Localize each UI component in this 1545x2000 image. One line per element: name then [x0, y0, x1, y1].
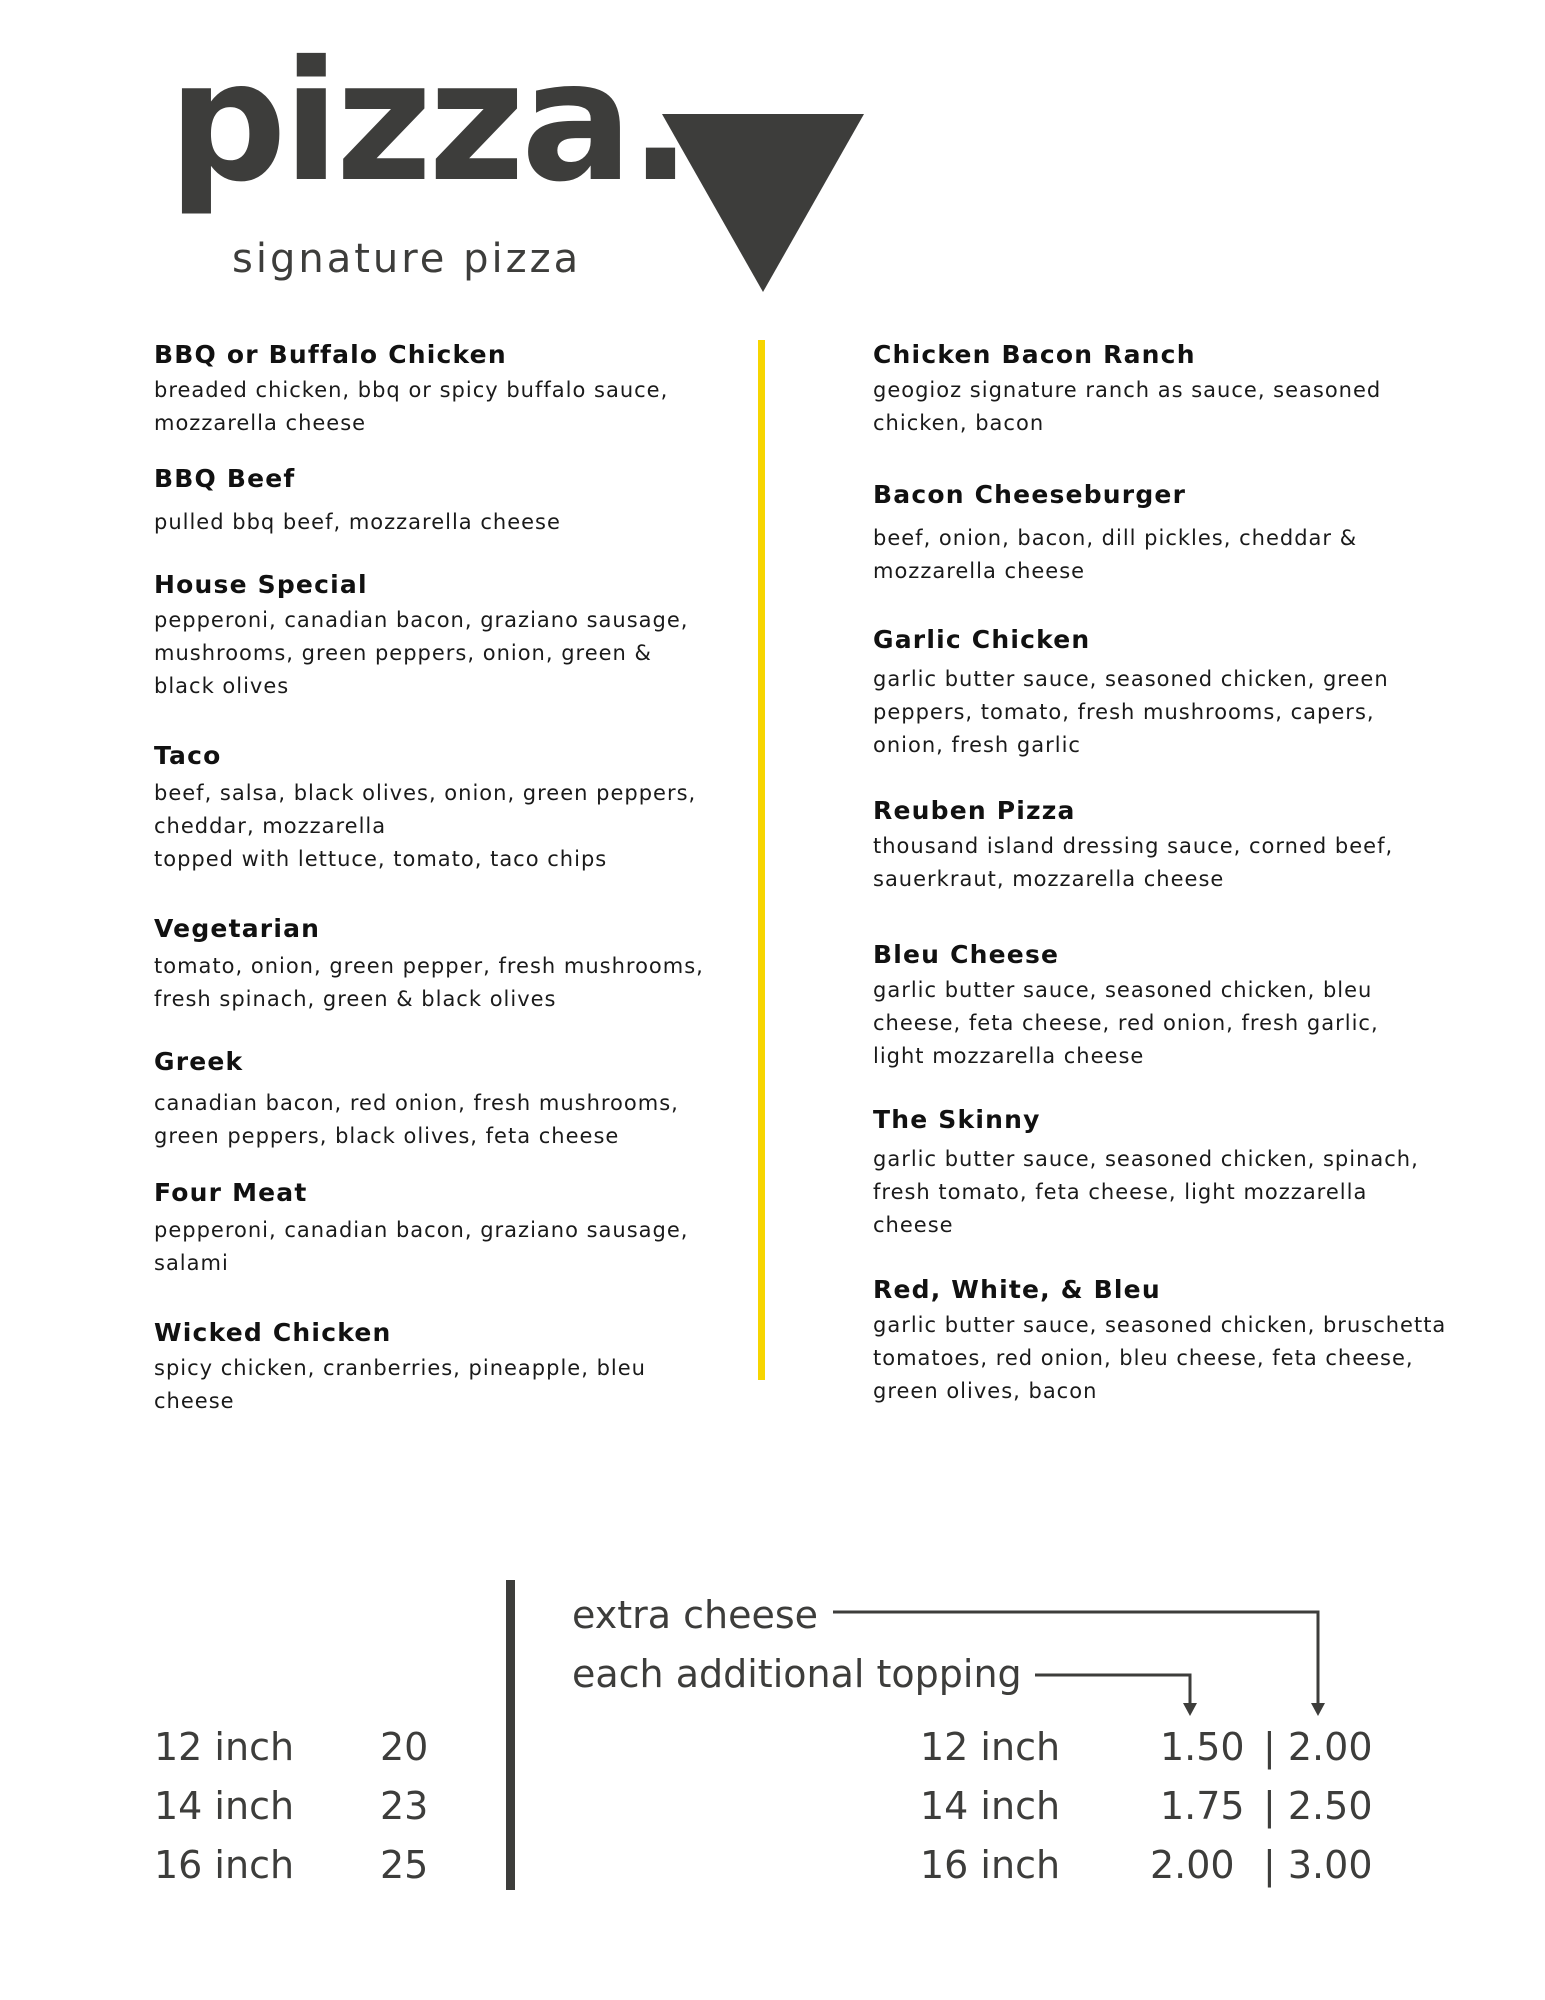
brand-title: pizza. — [168, 26, 689, 219]
menu-item-name: Four Meat — [154, 1178, 308, 1207]
menu-item-name: Chicken Bacon Ranch — [873, 340, 1196, 369]
menu-item-name: Greek — [154, 1047, 244, 1076]
menu-item-description: pepperoni, canadian bacon, graziano sausage, salami — [154, 1218, 689, 1275]
extra-cheese-label: extra cheese — [572, 1593, 818, 1637]
menu-item-description: canadian bacon, red onion, fresh mushrooms, green peppers, black olives, feta cheese — [154, 1091, 679, 1148]
menu-item-description: tomato, onion, green pepper, fresh mushrooms, fresh spinach, green & black olives — [154, 954, 704, 1011]
menu-item-description: garlic butter sauce, seasoned chicken, spinach, fresh tomato, feta cheese, light mozzarella cheese — [873, 1147, 1419, 1237]
menu-item-description: beef, onion, bacon, dill pickles, cheddar & mozzarella cheese — [873, 526, 1358, 583]
size-label: 14 inch — [154, 1784, 295, 1828]
size-price: 20 — [380, 1725, 429, 1769]
cheese-price: | 3.00 — [1263, 1843, 1373, 1887]
topping-price: 1.50 — [1160, 1725, 1245, 1769]
additional-topping-label: each additional topping — [572, 1652, 1022, 1696]
size-price: 25 — [380, 1843, 429, 1887]
menu-item-name: Bleu Cheese — [873, 940, 1060, 969]
menu-item-description: geogioz signature ranch as sauce, seasoned chicken, bacon — [873, 378, 1382, 435]
menu-item-description: pulled bbq beef, mozzarella cheese — [154, 510, 561, 534]
menu-item-description: beef, salsa, black olives, onion, green peppers, cheddar, mozzarella topped with lettuce, tomato, taco chips — [154, 781, 697, 871]
menu-item-name: BBQ Beef — [154, 464, 296, 493]
size-label: 16 inch — [154, 1843, 295, 1887]
topping-price: 2.00 — [1150, 1843, 1235, 1887]
menu-item-name: Reuben Pizza — [873, 796, 1076, 825]
extra-size-label: 16 inch — [920, 1843, 1061, 1887]
menu-item-name: Bacon Cheeseburger — [873, 480, 1187, 509]
menu-item-name: House Special — [154, 570, 368, 599]
menu-item-description: pepperoni, canadian bacon, graziano sausage, mushrooms, green peppers, onion, green & black olives — [154, 608, 689, 698]
topping-price: 1.75 — [1160, 1784, 1245, 1828]
menu-item-description: spicy chicken, cranberries, pineapple, bleu cheese — [154, 1356, 646, 1413]
menu-item-name: Garlic Chicken — [873, 625, 1091, 654]
extra-size-label: 12 inch — [920, 1725, 1061, 1769]
size-label: 12 inch — [154, 1725, 295, 1769]
size-price: 23 — [380, 1784, 429, 1828]
menu-item-description: garlic butter sauce, seasoned chicken, green peppers, tomato, fresh mushrooms, capers, onion, fresh garlic — [873, 667, 1389, 757]
menu-item-name: Red, White, & Bleu — [873, 1275, 1161, 1304]
menu-item-description: breaded chicken, bbq or spicy buffalo sauce, mozzarella cheese — [154, 378, 669, 435]
menu-item-name: Taco — [154, 741, 222, 770]
section-subtitle: signature pizza — [232, 236, 582, 282]
menu-item-name: BBQ or Buffalo Chicken — [154, 340, 507, 369]
menu-item-description: garlic butter sauce, seasoned chicken, bleu cheese, feta cheese, red onion, fresh garlic, light mozzarella cheese — [873, 978, 1379, 1068]
menu-item-name: Vegetarian — [154, 914, 321, 943]
extra-size-label: 14 inch — [920, 1784, 1061, 1828]
menu-item-description: thousand island dressing sauce, corned beef, sauerkraut, mozzarella cheese — [873, 834, 1394, 891]
cheese-price: | 2.00 — [1263, 1725, 1373, 1769]
menu-item-name: Wicked Chicken — [154, 1318, 392, 1347]
menu-item-description: garlic butter sauce, seasoned chicken, bruschetta tomatoes, red onion, bleu cheese, feta cheese, green olives, bacon — [873, 1313, 1447, 1403]
cheese-price: | 2.50 — [1263, 1784, 1373, 1828]
menu-item-name: The Skinny — [873, 1105, 1041, 1134]
